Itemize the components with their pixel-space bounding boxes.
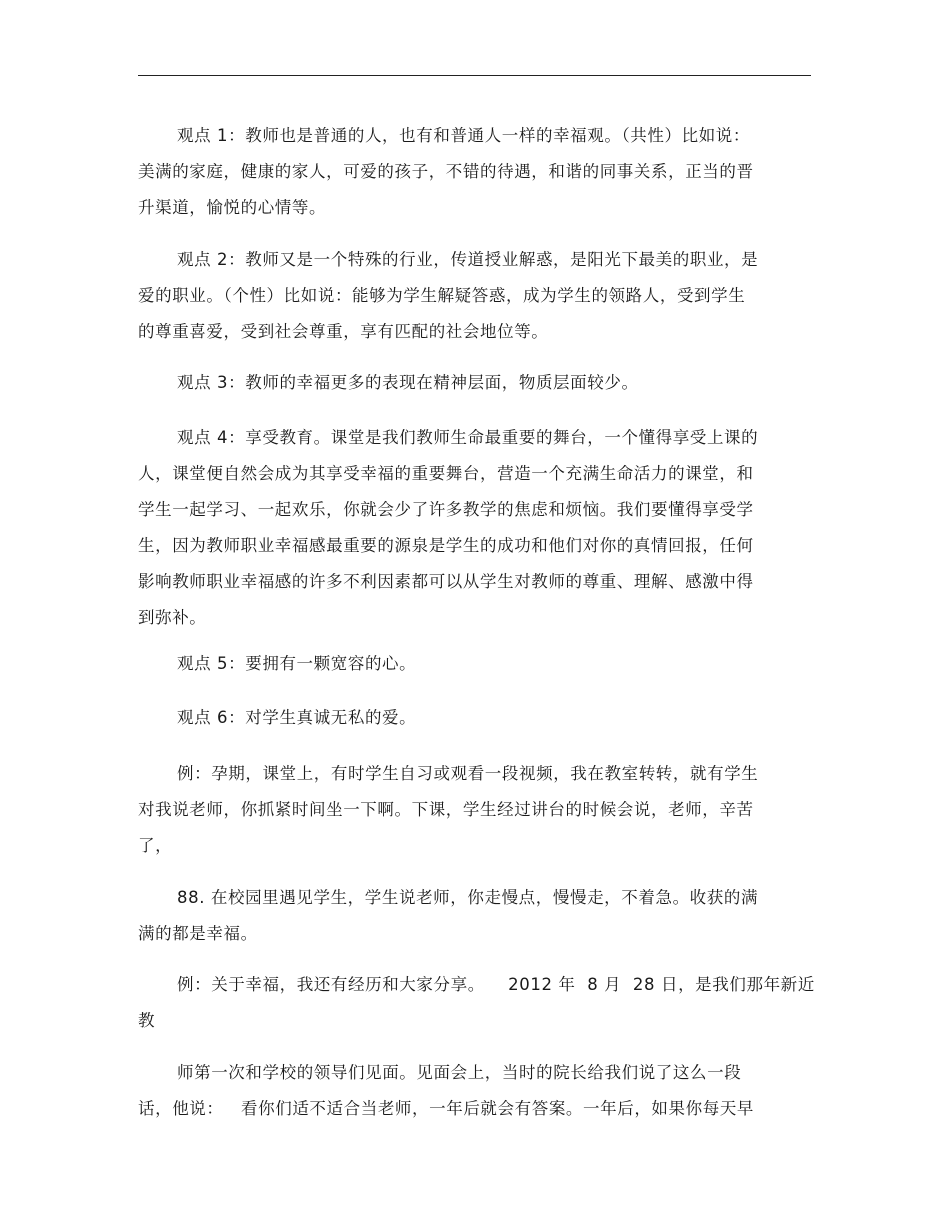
paragraph-line: 美满的家庭，健康的家人，可爱的孩子，不错的待遇，和谐的同事关系，正当的晋 [138,162,754,181]
paragraph-line: 爱的职业。（个性）比如说：能够为学生解疑答惑，成为学生的领路人，受到学生 [138,286,746,305]
paragraph-line: 人，课堂便自然会成为其享受幸福的重要舞台，营造一个充满生命活力的课堂，和 [138,464,754,483]
paragraph-viewpoint-2 [138,242,818,350]
paragraph-viewpoint-3 [138,365,818,401]
paragraph-line: 观点 3：教师的幸福更多的表现在精神层面，物质层面较少。 [177,373,639,392]
paragraph-line: 观点 2：教师又是一个特殊的行业，传道授业解惑，是阳光下最美的职业，是 [177,250,759,269]
paragraph-line: 例：孕期，课堂上，有时学生自习或观看一段视频，我在教室转转，就有学生 [177,764,759,783]
paragraph-line: 教 [138,1011,156,1030]
paragraph-viewpoint-6 [138,700,818,736]
paragraph-line: 了， [138,836,173,855]
paragraph-line: 88. 在校园里遇见学生，学生说老师，你走慢点，慢慢走，不着急。收获的满 [177,888,759,907]
paragraph-line: 到弥补。 [138,608,207,627]
paragraph-line: 影响教师职业幸福感的许多不利因素都可以从学生对教师的尊重、理解、感激中得 [138,572,754,591]
paragraph-example-1 [138,756,818,864]
paragraph-line: 的尊重喜爱，受到社会尊重，享有匹配的社会地位等。 [138,322,549,341]
paragraph-line: 例：关于幸福，我还有经历和大家分享。 2012 年 8 月 28 日，是我们那年新近 [177,975,815,994]
paragraph-viewpoint-1 [138,118,818,226]
paragraph-example-2 [138,967,818,1039]
paragraph-line: 观点 6：对学生真诚无私的爱。 [177,708,417,727]
header-rule [138,75,811,76]
paragraph-viewpoint-4 [138,420,818,636]
paragraph-line: 学生一起学习、一起欢乐，你就会少了许多教学的焦虑和烦恼。我们要懂得享受学 [138,500,754,519]
paragraph-continuation [138,1055,818,1127]
paragraph-line: 升渠道，愉悦的心情等。 [138,198,327,217]
paragraph-line: 生，因为教师职业幸福感最重要的源泉是学生的成功和他们对你的真情回报，任何 [138,536,754,555]
paragraph-line: 对我说老师，你抓紧时间坐一下啊。下课，学生经过讲台的时候会说，老师，辛苦 [138,800,754,819]
paragraph-line: 师第一次和学校的领导们见面。见面会上，当时的院长给我们说了这么一段 [177,1063,742,1082]
paragraph-viewpoint-5 [138,646,818,682]
paragraph-line: 观点 1：教师也是普通的人，也有和普通人一样的幸福观。（共性）比如说： [177,126,750,145]
paragraph-line: 观点 5：要拥有一颗宽容的心。 [177,654,417,673]
paragraph-numbered-88 [138,880,818,952]
paragraph-line: 满的都是幸福。 [138,924,258,943]
paragraph-line: 观点 4：享受教育。课堂是我们教师生命最重要的舞台，一个懂得享受上课的 [177,428,759,447]
paragraph-line: 话，他说： 看你们适不适合当老师，一年后就会有答案。一年后，如果你每天早 [138,1099,755,1118]
